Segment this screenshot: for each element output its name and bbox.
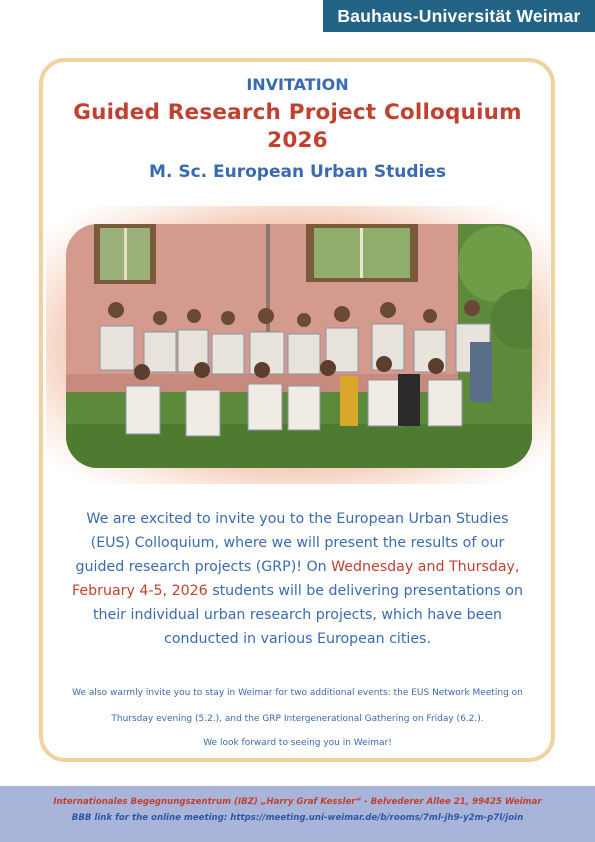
university-logo: Bauhaus-Universität Weimar [323, 0, 595, 32]
title-line-2: 2026 [267, 128, 328, 153]
paragraph-text-start: We are excited to invite you to the European Urban Studies (EUS) Colloquium, where we will present the results of our guided research projects (GRP)! On [75, 511, 509, 575]
additional-events-line-1: We also warmly invite you to stay in Weimar for two additional events: the EUS Network Meeting on [72, 688, 523, 698]
page-title [0, 99, 595, 155]
closing-line: We look forward to seeing you in Weimar! [203, 738, 392, 748]
venue-address: Internationales Begegnungszentrum (IBZ) „Harry Graf Kessler“ - Belvederer Allee 21, 99425 Weimar [53, 797, 542, 807]
invitation-label: INVITATION [246, 75, 349, 94]
program-subtitle: M. Sc. European Urban Studies [149, 162, 446, 182]
event-dates-highlight: Wednesday and Thursday, February 4-5, 2026 [72, 559, 520, 599]
group-photo [66, 224, 532, 468]
paragraph-text-end: students will be delivering presentations on their individual urban research projects, which have been conducted in various European cities. [92, 583, 523, 647]
footer-bar [0, 786, 595, 842]
title-line-1: Guided Research Project Colloquium [73, 100, 522, 125]
additional-events-line-2: Thursday evening (5.2.), and the GRP Intergenerational Gathering on Friday (6.2.). [111, 714, 484, 724]
group-photo-illustration [66, 224, 532, 468]
invitation-paragraph [70, 507, 525, 651]
online-meeting-link[interactable]: BBB link for the online meeting: https://meeting.uni-weimar.de/b/rooms/7ml-jh9-y2m-p7l/join [71, 813, 524, 823]
